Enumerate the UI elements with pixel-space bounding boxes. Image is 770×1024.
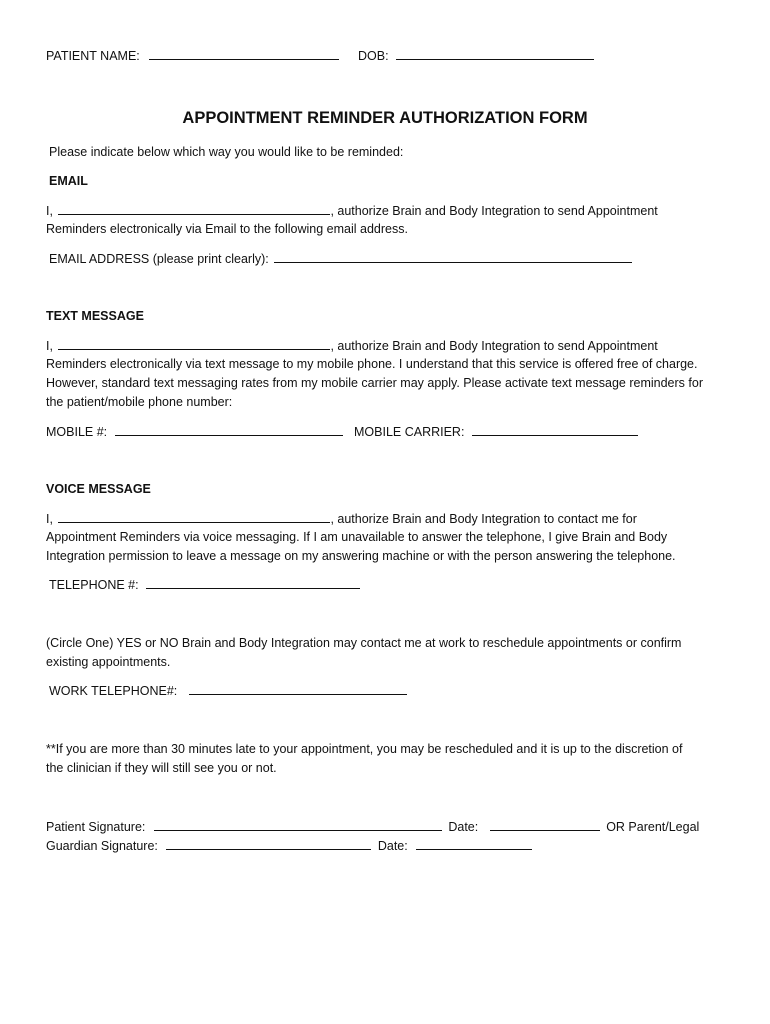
work-line-2: existing appointments. bbox=[46, 655, 171, 669]
patient-name-label: PATIENT NAME: bbox=[46, 49, 140, 63]
late-note-line-2: the clinician if they will still see you or not. bbox=[46, 761, 277, 775]
work-telephone-label: WORK TELEPHONE#: bbox=[49, 684, 178, 698]
date-field[interactable] bbox=[490, 818, 600, 831]
email-heading: EMAIL bbox=[49, 174, 88, 188]
patient-signature-label: Patient Signature: bbox=[46, 820, 146, 834]
page-title: APPOINTMENT REMINDER AUTHORIZATION FORM bbox=[182, 109, 588, 127]
email-line1-text: , authorize Brain and Body Integration to send Appointment bbox=[330, 204, 658, 218]
voice-message-heading: VOICE MESSAGE bbox=[46, 482, 151, 496]
voice-line-1 bbox=[46, 510, 637, 527]
work-telephone-row bbox=[49, 682, 407, 699]
email-address-field[interactable] bbox=[274, 250, 632, 263]
dob-field[interactable] bbox=[396, 47, 594, 60]
email-address-label: EMAIL ADDRESS (please print clearly): bbox=[49, 252, 269, 266]
late-note-line-1: **If you are more than 30 minutes late to your appointment, you may be rescheduled and it is up to the discretion of bbox=[46, 742, 683, 756]
email-address-row bbox=[49, 250, 632, 267]
carrier-field[interactable] bbox=[472, 423, 638, 436]
work-telephone-field[interactable] bbox=[189, 682, 407, 695]
mobile-label: MOBILE #: bbox=[46, 425, 108, 439]
mobile-field[interactable] bbox=[115, 423, 343, 436]
email-line-2: Reminders electronically via Email to the following email address. bbox=[46, 222, 408, 236]
text-message-heading: TEXT MESSAGE bbox=[46, 309, 144, 323]
text-line-2: Reminders electronically via text message to my mobile phone. I understand that this service is offered free of charge. bbox=[46, 357, 698, 371]
patient-name-field[interactable] bbox=[149, 47, 339, 60]
voice-prefix: I, bbox=[46, 512, 53, 526]
dob-label: DOB: bbox=[358, 49, 389, 63]
carrier-label: MOBILE CARRIER: bbox=[354, 425, 465, 439]
carrier-row bbox=[354, 423, 638, 440]
telephone-field[interactable] bbox=[146, 576, 360, 589]
patient-signature-field[interactable] bbox=[154, 818, 442, 831]
text-line-1 bbox=[46, 337, 658, 354]
voice-line1-text: , authorize Brain and Body Integration to contact me for bbox=[330, 512, 637, 526]
work-line-1: (Circle One) YES or NO Brain and Body Integration may contact me at work to reschedule appointments or confirm bbox=[46, 636, 682, 650]
guardian-signature-row bbox=[46, 837, 532, 854]
email-prefix: I, bbox=[46, 204, 53, 218]
patient-name-row bbox=[46, 47, 339, 64]
intro-text: Please indicate below which way you would like to be reminded: bbox=[49, 145, 404, 159]
mobile-row bbox=[46, 423, 343, 440]
date-field-2[interactable] bbox=[416, 837, 532, 850]
email-line-1 bbox=[46, 202, 658, 219]
text-prefix: I, bbox=[46, 339, 53, 353]
voice-line-2: Appointment Reminders via voice messaging. If I am unavailable to answer the telephone, I give Brain and Body bbox=[46, 530, 668, 544]
date-label-2: Date: bbox=[377, 839, 408, 853]
guardian-signature-label: Guardian Signature: bbox=[46, 839, 158, 853]
text-line1-text: , authorize Brain and Body Integration to send Appointment bbox=[330, 339, 658, 353]
email-name-field[interactable] bbox=[58, 202, 330, 215]
date-label: Date: bbox=[448, 820, 479, 834]
text-line-3: However, standard text messaging rates from my mobile carrier may apply. Please activate text message reminders for bbox=[46, 376, 703, 390]
dob-row bbox=[358, 47, 594, 64]
telephone-row bbox=[49, 576, 360, 593]
patient-signature-row bbox=[46, 818, 699, 835]
voice-line-3: Integration permission to leave a message on my answering machine or with the person answering the telephone. bbox=[46, 549, 676, 563]
telephone-label: TELEPHONE #: bbox=[49, 578, 139, 592]
text-line-4: the patient/mobile phone number: bbox=[46, 395, 233, 409]
voice-name-field[interactable] bbox=[58, 510, 330, 523]
or-parent-text: OR Parent/Legal bbox=[606, 820, 700, 834]
text-name-field[interactable] bbox=[58, 337, 330, 350]
guardian-signature-field[interactable] bbox=[166, 837, 371, 850]
